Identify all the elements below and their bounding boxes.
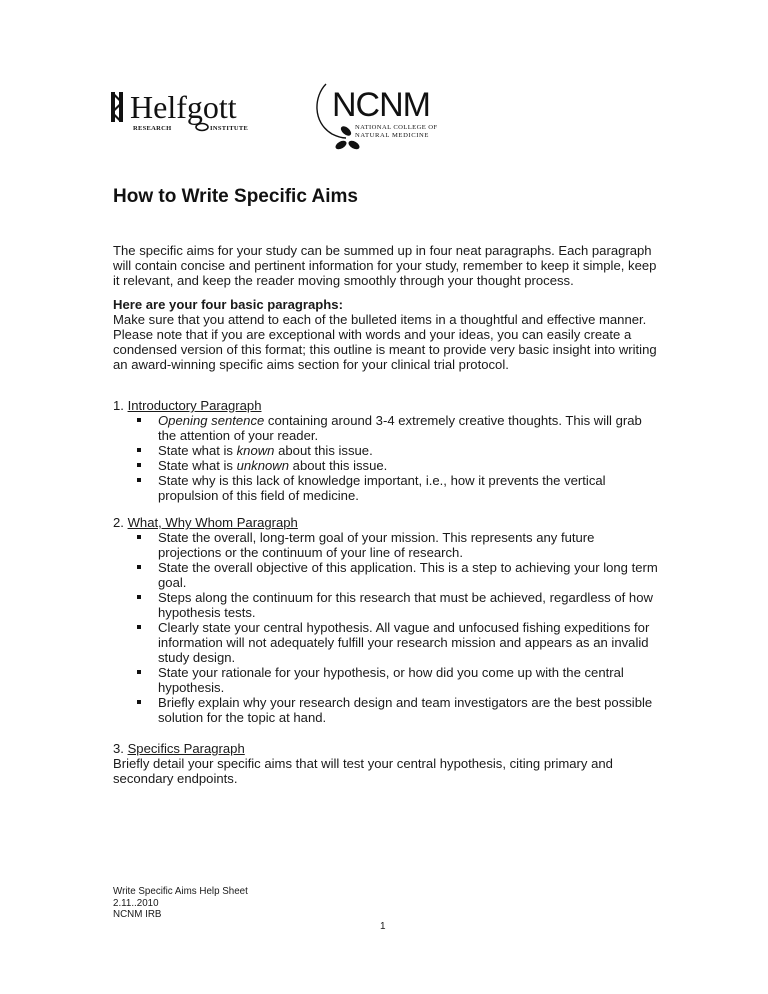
section-title: Introductory Paragraph (127, 398, 262, 413)
helfgott-wordmark: Helfgott (130, 89, 237, 125)
square-bullet-icon (137, 595, 141, 599)
list-item (113, 530, 658, 560)
helfgott-dna-icon (111, 92, 123, 122)
square-bullet-icon (137, 463, 141, 467)
helfgott-institute-label: INSTITUTE (210, 125, 249, 132)
square-bullet-icon (137, 478, 141, 482)
square-bullet-icon (137, 670, 141, 674)
basic-paragraphs-section (113, 297, 658, 372)
section-number: 1. (113, 398, 124, 413)
ncnm-subtitle-line2: NATURAL MEDICINE (355, 132, 430, 139)
intro-paragraph: The specific aims for your study can be summed up in four neat paragraphs. Each paragraph will contain concise and pertinent information for your study, remember to keep it simple, keep it relevant, and keep the reader moving smoothly through your thought process. (113, 243, 657, 288)
list-item (113, 473, 658, 503)
list-item-text: State why is this lack of knowledge important, i.e., how it prevents the vertical propulsion of this field of medicine. (158, 473, 606, 503)
list-item-text: Clearly state your central hypothesis. All vague and unfocused fishing expeditions for information will not adequately fulfill your research mission and appears as an invalid study design. (158, 620, 650, 665)
list-item (113, 458, 658, 473)
section-introductory (113, 398, 658, 503)
section-number: 3. (113, 741, 124, 756)
list-item (113, 443, 658, 458)
list-item-text: about this issue. (274, 443, 373, 458)
emphasis-text: Opening sentence (158, 413, 265, 428)
list-item (113, 590, 658, 620)
bullet-list (113, 530, 658, 725)
ncnm-logo (312, 82, 462, 154)
section-number: 2. (113, 515, 124, 530)
section-title: What, Why Whom Paragraph (127, 515, 298, 530)
section-what-why-whom (113, 515, 658, 725)
page-title: How to Write Specific Aims (113, 186, 358, 207)
footer-date: 2.11..2010 (113, 897, 159, 909)
basic-paragraphs-text: Make sure that you attend to each of the bulleted items in a thoughtful and effective manner. Please note that if you are exceptional with words and your ideas, you can easily create a condensed version of this format; this outline is meant to provide very basic insight into writing an award-winning specific aims section for your clinical trial protocol. (113, 312, 657, 372)
list-item (113, 620, 658, 665)
list-item-text: Steps along the continuum for this research that must be achieved, regardless of how hypothesis tests. (158, 590, 653, 620)
section-heading (113, 515, 658, 530)
list-item-text: Briefly explain why your research design and team investigators are the best possible solution for the topic at hand. (158, 695, 653, 725)
page-number: 1 (380, 921, 386, 932)
list-item-text: State your rationale for your hypothesis, or how did you come up with the central hypothesis. (158, 665, 624, 695)
list-item (113, 665, 658, 695)
section-heading (113, 741, 658, 756)
section-heading (113, 398, 658, 413)
footer-org: NCNM IRB (113, 909, 162, 920)
basic-paragraphs-heading: Here are your four basic paragraphs: (113, 297, 343, 312)
helfgott-research-label: RESEARCH (133, 125, 172, 132)
section-specifics (113, 741, 658, 786)
list-item (113, 695, 658, 725)
square-bullet-icon (137, 418, 141, 422)
list-item-text: containing around 3-4 extremely creative thoughts. This will grab the attention of your reader. (158, 413, 642, 443)
section-title: Specifics Paragraph (127, 741, 245, 756)
square-bullet-icon (137, 700, 141, 704)
square-bullet-icon (137, 535, 141, 539)
helfgott-logo (110, 88, 280, 134)
page-footer (113, 886, 248, 921)
list-item-text: State what is (158, 458, 237, 473)
section-text: Briefly detail your specific aims that will test your central hypothesis, citing primary and secondary endpoints. (113, 756, 613, 786)
list-item-text: about this issue. (289, 458, 388, 473)
emphasis-text: unknown (236, 458, 290, 473)
square-bullet-icon (137, 565, 141, 569)
square-bullet-icon (137, 448, 141, 452)
bullet-list (113, 413, 658, 503)
ncnm-subtitle-line1: NATIONAL COLLEGE OF (355, 124, 438, 131)
square-bullet-icon (137, 625, 141, 629)
list-item-text: State the overall, long-term goal of your mission. This represents any future projections or the continuum of your line of research. (158, 530, 595, 560)
list-item-text: State the overall objective of this application. This is a step to achieving your long term goal. (158, 560, 658, 590)
list-item (113, 413, 658, 443)
list-item-text: State what is (158, 443, 237, 458)
list-item (113, 560, 658, 590)
ncnm-wordmark: NCNM (332, 86, 430, 124)
footer-doc-title: Write Specific Aims Help Sheet (113, 886, 248, 897)
emphasis-text: known (236, 443, 275, 458)
